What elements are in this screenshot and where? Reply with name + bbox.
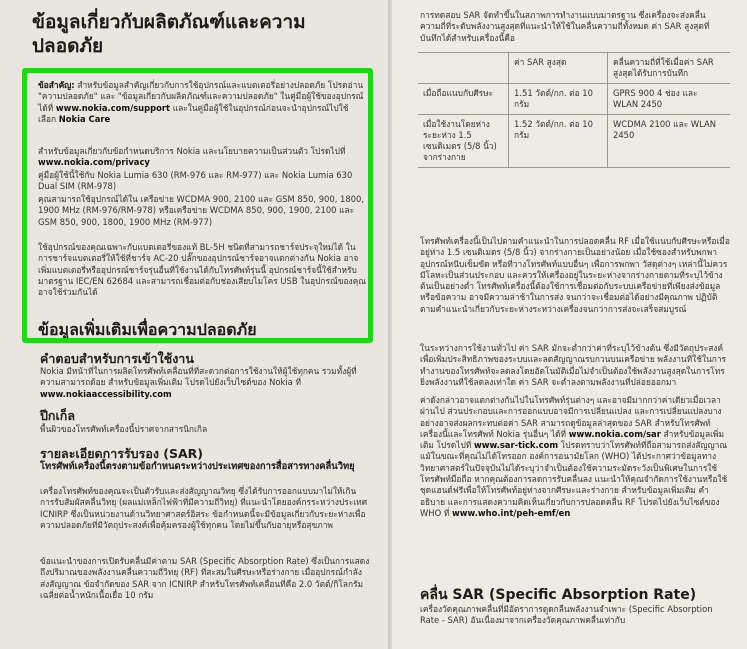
page-title: ข้อมูลเกี่ยวกับผลิตภัณฑ์และความปลอดภัย (32, 11, 306, 57)
important-text: สำหรับข้อมูลสำคัญเกี่ยวกับการใช้อุปกรณ์และแบตเตอรี่อย่างปลอดภัย โปรดอ่าน "ความปลอดภัย" และ "ข้อมูลเกี่ยวกับผลิตภัณฑ์และความปลอดภัย" ในคู่มือผู้ใช้ของอุปกรณ์ได้ที่ (38, 80, 364, 113)
important-text-2: และในคู่มือผู้ใช้ในอุปกรณ์ก่อนจะนำอุปกรณ์ไปใช้ เลือก (38, 102, 349, 124)
sar-paragraph-2: ข้อแนะนำของการเปิดรับคลื่นมีค่าตาม SAR (Specific Absorption Rate) ซึ่งเป็นการแสดงถึงปริมาณของพลังงานคลื่นความถี่วิทยุ (RF) ที่สะสมในศีรษะหรือร่างกาย เมื่ออุปกรณ์กำลังส่งสัญญาณ ข้อจำกัดของ SAR จาก ICNIRP สำหรับโทรศัพท์เคลื่อนที่คือ 2.0 วัตต์/กิโลกรัม เฉลี่ยต่อน้ำหนักเนื้อเยื่อ 10 กรัม (40, 556, 370, 600)
privacy-link[interactable]: www.nokia.com/privacy (38, 157, 150, 168)
who-link[interactable]: www.who.int/peh-emf/en (452, 507, 571, 518)
table-header-row (418, 53, 730, 84)
nickel-heading: ปีกเก็ล (40, 408, 76, 423)
privacy-text: สำหรับข้อมูลเกี่ยวกับข้อกำหนดบริการ Nokia และนโยบายความเป็นส่วนตัว โปรดไปที่ (38, 146, 346, 156)
body-text-5: โปรดทราบว่าโทรศัพท์ที่ถือสามารถส่งสัญญาณแม้ในขณะที่คุณไม่ได้โทรออก องค์การอนามัยโลก (WHO) ได้ประกาศว่าข้อมูลทางวิทยาศาสตร์ในปัจจุบันไม่ได้ระบุว่าจำเป็นต้องใช้ความระมัดระวังเป็นพิเศษในการใช้โทรศัพท์มือถือ หากคุณต้องการลดการรับคลื่นลง แนะนำให้คุณจำกัดการใช้งานหรือใช้ชุดแฮนด์ฟรีเพื่อให้โทรศัพท์อยู่ห่างจากศีรษะและร่างกาย สำหรับข้อมูลเพิ่มเติม คำอธิบาย และการแสดงความคิดเห็นเกี่ยวกับการปลอดคลื่น RF โปรดไปยังเว็บไซต์ของ WHO ที่ (420, 440, 728, 518)
sar-table (418, 52, 730, 168)
table-cell: 1.51 วัตต์/กก. ต่อ 10 กรัม (509, 84, 608, 115)
table-header-cell (418, 53, 509, 84)
accessibility-link[interactable]: www.nokiaaccessibility.com (40, 388, 172, 399)
battery-paragraph: ใช้อุปกรณ์ของคุณเฉพาะกับแบตเตอรี่ของแท้ BL-5H ชนิดที่สามารถชาร์จประจุใหม่ได้ ในการชาร์จแบตเตอรี่ให้ใช้ที่ชาร์จ AC-20 ปลั๊กของอุปกรณ์ชาร์จอาจแตกต่างกัน Nokia อาจเพิ่มแบตเตอรี่หรืออุปกรณ์ชาร์จรุ่นอื่นที่ใช้งานได้กับโทรศัพท์รุ่นนี้ อุปกรณ์ชาร์จนี้ใช้สำหรับมาตรฐาน IEC/EN 62684 และสามารถเชื่อมต่อกับช่องเสียบไมโคร USB ในอุปกรณ์ของคุณ อาจใช้ร่วมกันได้ (38, 242, 366, 298)
sar-link[interactable]: www.nokia.com/sar (568, 428, 661, 439)
nickel-paragraph: พื้นผิวของโทรศัพท์เครื่องนี้ปราศจากสารนิกเกิล (40, 424, 208, 434)
accessibility-heading: คำตอบสำหรับการเข้าใช้งาน (40, 351, 194, 366)
table-cell: เมื่อถือแนบกับศีรษะ (418, 84, 509, 115)
body-text-4: สำหรับข้อมูลเพิ่มเติม โปรดไปที่ (420, 428, 724, 451)
sar-intro-paragraph: การทดสอบ SAR จัดทำขึ้นในสภาพการทำงานแบบมาตรฐาน ซึ่งเครื่องจะส่งคลื่นความถี่ที่ระดับพลังงานสูงสุดที่แนะนำให้ใช้ในคลื่นความถี่ทั้งหมด ค่า SAR สูงสุดที่บันทึกได้สำหรับเครื่องนี้คือ (420, 10, 710, 43)
sar-paragraph-1: เครื่องโทรศัพท์ของคุณจะเป็นตัวรับและส่งสัญญาณวิทยุ ซึ่งได้รับการออกแบบมาไม่ให้เกินการรับสัมผัสคลื่นวิทยุ (ผลแม่เหล็กไฟฟ้าที่มีความถี่วิทยุ) ที่แนะนำโดยองค์กรระหว่างประเทศ ICNIRP ซึ่งเป็นหน่วยงานด้านวิทยาศาสตร์อิสระ ข้อกำหนดนี้จะมีข้อมูลเกี่ยวกับระยะห่างเพื่อความปลอดภัยที่มีวัตถุประสงค์เพื่อคุ้มครองผู้ใช้ทุกคน โดยไม่ขึ้นกับอายุหรือสุขภาพ (40, 486, 368, 530)
table-cell: GPRS 900 4 ช่อง และ WLAN 2450 (608, 84, 731, 115)
table-row (418, 115, 730, 168)
important-label: ข้อสำคัญ: (38, 80, 75, 90)
table-cell: WCDMA 2100 และ WLAN 2450 (608, 115, 731, 168)
sar-definition-paragraph: เครื่องวัดคุณภาพคลื่นที่มีอัตราการดูดกลืนพลังงานจำเพาะ (Specific Absorption Rate - SAR) อันเนื่องมาจากเครื่องวัดคุณภาพคลื่นเท่ากับ (420, 604, 713, 626)
table-cell: เมื่อใช้งานโดยห่างระยะห่าง 1.5 เซนติเมตร (5/8 นิ้ว) จากร่างกาย (418, 115, 509, 168)
sar-certification-heading: รายละเอียดการรับรอง (SAR) (40, 446, 204, 461)
section-safety-heading: ข้อมูลเพิ่มเติมเพื่อความปลอดภัย (38, 320, 257, 339)
sar-definition-heading: คลื่น SAR (Specific Absorption Rate) (420, 587, 697, 603)
body-paragraph-2: ในระหว่างการใช้งานทั่วไป ค่า SAR มักจะต่ำกว่าค่าที่ระบุไว้ข้างต้น ซึ่งมีวัตถุประสงค์เพื่อเพิ่มประสิทธิภาพของระบบและลดสัญญาณรบกวนบนเครือข่าย พลังงานที่ใช้ในการทำงานของโทรศัพท์จะลดลงโดยอัตโนมัติเมื่อไม่จำเป็นต้องใช้พลังงานสูงสุดในการโทร ยิ่งพลังงานที่ใช้ลดลงเท่าใด ค่า SAR จะต่ำลงตามพลังงานที่ปล่อยออกมา (420, 343, 727, 387)
accessibility-text: Nokia มีหน้าที่ในการผลิตโทรศัพท์เคลื่อนที่ที่สะดวกต่อการใช้งานให้ผู้ใช้ทุกคน รวมทั้งผู้ที่ความสามารถด้อย สำหรับข้อมูลเพิ่มเติม โปรดไปยังเว็บไซต์ของ Nokia ที่ (40, 366, 357, 388)
nokia-care-label: Nokia Care (58, 113, 111, 124)
body-text-3: ค่าดังกล่าวอาจแตกต่างกันไปในโทรศัพท์รุ่นต่างๆ และอาจมีมากกว่าค่าเดียวเมื่อเวลาผ่านไป ส่วนประกอบและการออกแบบอาจมีการเปลี่ยนแปลง และการเปลี่ยนแปลงบางอย่างอาจส่งผลกระทบต่อค่า SAR สามารถดูข้อมูลล่าสุดของ SAR สำหรับโทรศัพท์เครื่องนี้และโทรศัพท์ Nokia รุ่นอื่นๆ ได้ที่ (420, 395, 722, 439)
sar-tick-link[interactable]: www.sar-tick.com (473, 440, 559, 451)
models-paragraph: คู่มือผู้ใช้นี้ใช้กับ Nokia Lumia 630 (RM-976 และ RM-977) และ Nokia Lumia 630 Dual SIM (RM-978) (38, 170, 353, 192)
sar-subheading: โทรศัพท์เครื่องนี้ตรงตามข้อกำหนดระหว่างประเทศของการสื่อสารทางคลื่นวิทยุ (40, 461, 355, 472)
table-header-cell: คลื่นความถี่ที่ใช้เมื่อค่า SAR สูงสุดได้รับการบันทึก (608, 53, 731, 84)
networks-paragraph: คุณสามารถใช้อุปกรณ์ได้ใน เครือข่าย WCDMA 900, 2100 และ GSM 850, 900, 1800, 1900 MHz (RM-976/RM-978) หรือเครือข่าย WCDMA 850, 900, 1900, 2100 และ GSM 850, 900, 1800, 1900 MHz (RM-977) (38, 194, 365, 227)
table-row (418, 84, 730, 115)
accessibility-paragraph (40, 366, 370, 400)
body-paragraph-1: โทรศัพท์เครื่องนี้เป็นไปตามคำแนะนำในการปลอดคลื่น RF เมื่อใช้แนบกับศีรษะหรือเมื่ออยู่ห่าง 1.5 เซนติเมตร (5/8 นิ้ว) จากร่างกายเป็นอย่างน้อย เมื่อใช้ซองสำหรับพกพา อุปกรณ์หนีบเข็มขัด หรือที่วางโทรศัพท์แบบอื่นๆ เพื่อการพกพา วัสดุต่างๆ เหล่านี้ไม่ควรมีโลหะเป็นส่วนประกอบ และควรให้เครื่องอยู่ในระยะห่างจากร่างกายตามที่ระบุไว้ข้างต้นเป็นอย่างต่ำ โทรศัพท์เครื่องนี้ต้องใช้การเชื่อมต่อกับระบบเครือข่ายที่เพียงส่งข้อมูลหรือข้อความ อาจมีความล่าช้าในการส่ง จนกว่าจะเชื่อมต่อได้อย่างมีคุณภาพ ปฏิบัติตามคำแนะนำเกี่ยวกับระยะห่างระหว่างเครื่องจนกว่าการส่งจะเสร็จสมบูรณ์ (420, 236, 730, 314)
highlight-box (22, 68, 373, 343)
right-page (392, 0, 747, 649)
table-header-cell: ค่า SAR สูงสุด (509, 53, 608, 84)
body-paragraph-3 (420, 395, 730, 519)
table-cell: 1.52 วัตต์/กก. ต่อ 10 กรัม (509, 115, 608, 168)
support-link[interactable]: www.nokia.com/support (55, 102, 171, 113)
